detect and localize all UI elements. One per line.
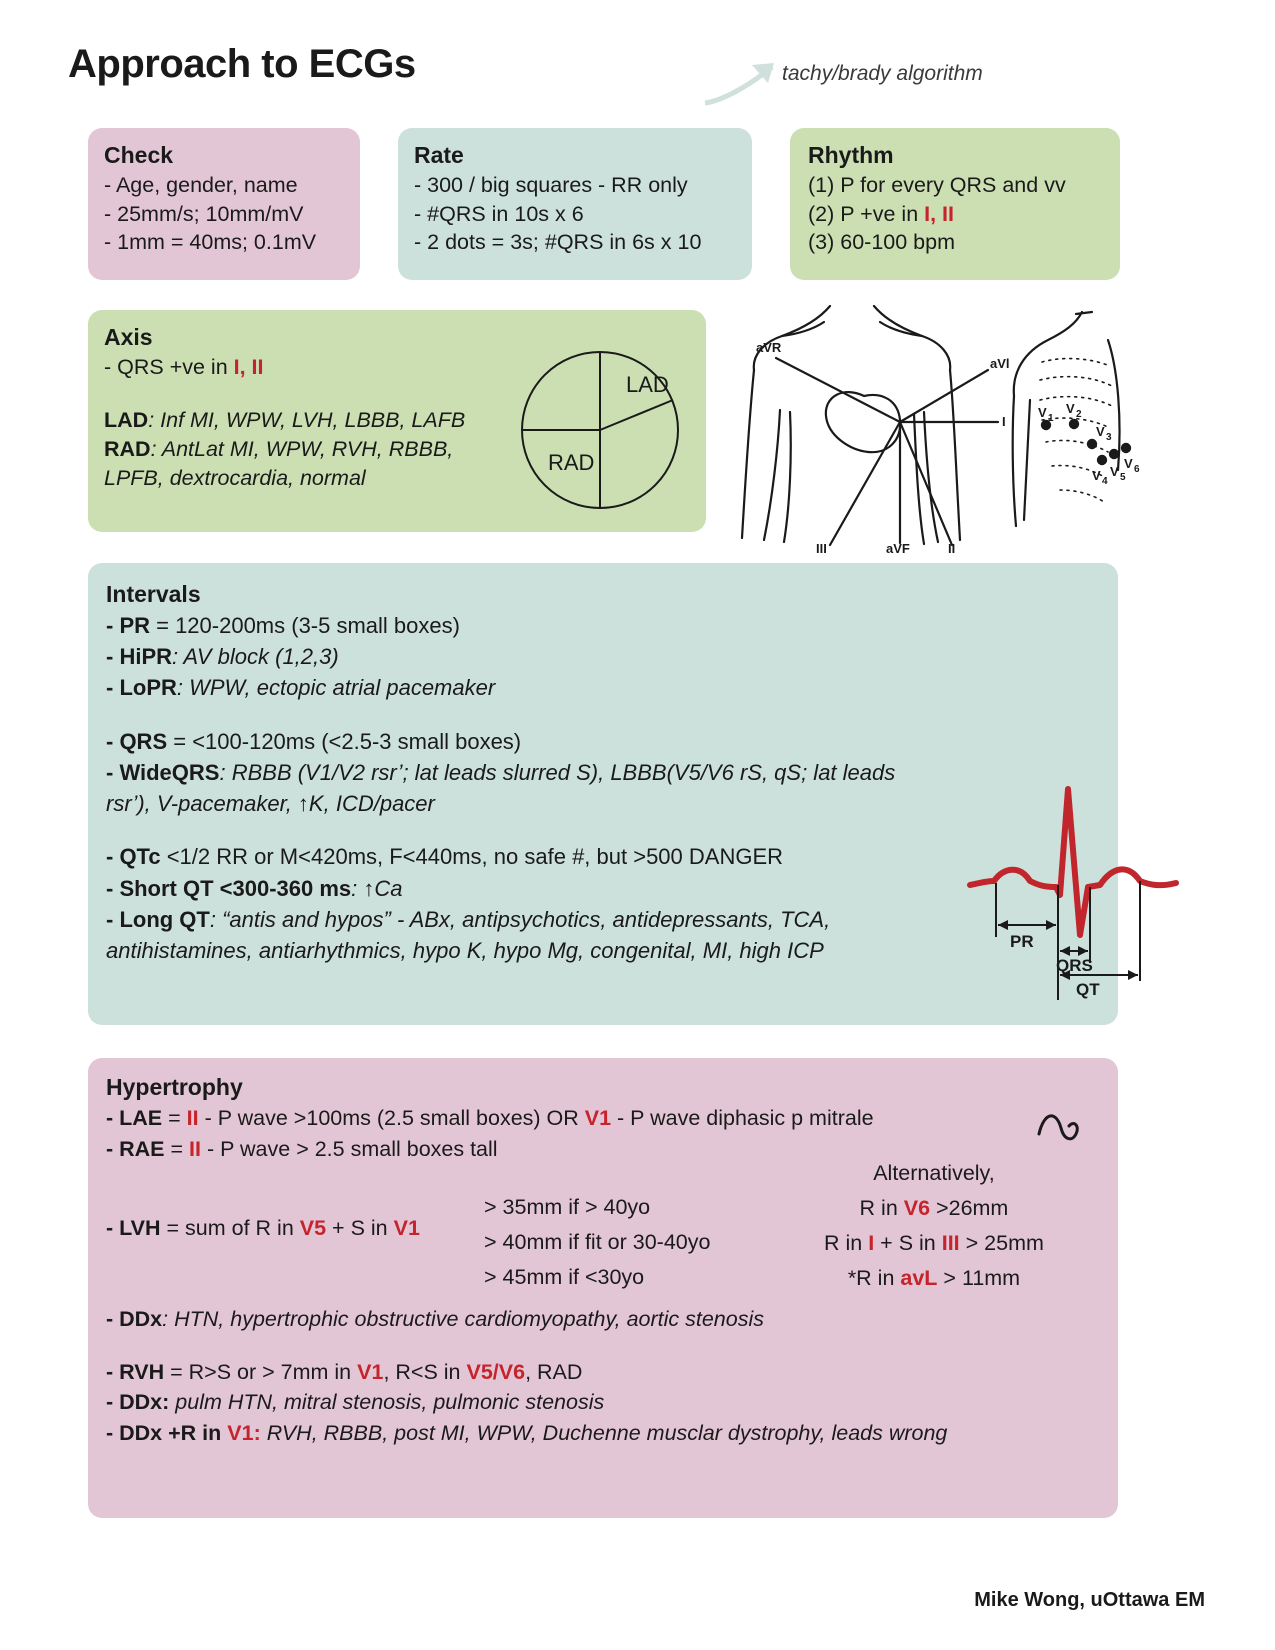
- interval-longqt: [106, 904, 906, 966]
- lvh-lead-v5: V5: [299, 1216, 327, 1241]
- rvh-label: - RVH: [106, 1359, 165, 1384]
- ddx-r-v1-label: - DDx +R in: [106, 1420, 228, 1445]
- electrode-v5: [1109, 449, 1119, 459]
- torso-label-avf: aVF: [886, 541, 910, 556]
- check-line-1: - Age, gender, name: [104, 173, 298, 197]
- interval-shortqt-label: - Short QT <300-360 ms: [106, 875, 352, 901]
- svg-text:1: 1: [1048, 413, 1054, 424]
- rate-line-2: - #QRS in 10s x 6: [414, 201, 584, 226]
- rhythm-line-2-prefix: (2) P +ve in: [808, 201, 925, 226]
- torso-label-avl: aVl: [990, 356, 1010, 371]
- lvh-lead-v1: V1: [393, 1216, 420, 1241]
- lvh-criterion-1: > 35mm if > 40yo: [484, 1195, 651, 1220]
- hyper-ddx-rvh: - DDx: pulm HTN, mitral stenosis, pulmonic stenosis: [106, 1390, 605, 1415]
- axis-lad-causes: : Inf MI, WPW, LVH, LBBB, LAFB: [148, 408, 466, 433]
- card-hypertrophy-title: Hypertrophy: [106, 1074, 243, 1100]
- rhythm-line-2: [808, 200, 1120, 229]
- card-rate: [398, 128, 752, 280]
- hyper-ddx-r-v1: - DDx +R in V1: RVH, RBBB, post MI, WPW, Duchenne musclar dystrophy, leads wrong: [106, 1420, 948, 1445]
- lae-lead2: V1: [584, 1106, 612, 1130]
- hyper-rae-line: - RAE = II - P wave > 2.5 small boxes tall: [106, 1136, 498, 1161]
- lvh-criteria-column: [484, 1190, 710, 1294]
- arrow-icon: [700, 55, 790, 105]
- rhythm-line-1: (1) P for every QRS and vv: [808, 173, 1066, 197]
- lvh-alt-2: R in I + S in III > 25mm: [824, 1230, 1044, 1255]
- axis-rad-causes: : AntLat MI, WPW, RVH, RBBB,: [150, 437, 454, 462]
- interval-lopr: [106, 672, 1118, 703]
- rhythm-line-3: (3) 60-100 bpm: [808, 230, 955, 255]
- interval-qtc: [106, 841, 1118, 872]
- interval-shortqt: [106, 873, 1118, 904]
- svg-text:2: 2: [1076, 409, 1082, 420]
- torso-label-v1: V: [1038, 405, 1047, 420]
- card-rate-title: Rate: [414, 142, 464, 168]
- rae-lead: II: [189, 1136, 201, 1161]
- check-line-2: - 25mm/s; 10mm/mV: [104, 201, 304, 226]
- rvh-lead-v1: V1: [357, 1359, 384, 1384]
- check-line-3: - 1mm = 40ms; 0.1mV: [104, 230, 317, 255]
- ecg-waveform-diagram: [968, 785, 1198, 1000]
- card-rhythm-title: Rhythm: [808, 142, 894, 168]
- interval-wideqrs: [106, 757, 906, 819]
- ddx-lvh-label: - DDx: [106, 1307, 163, 1332]
- interval-pr-label: - PR: [106, 613, 150, 638]
- card-axis: [88, 310, 706, 532]
- rvh-lead-v5v6: V5/V6: [466, 1359, 526, 1384]
- card-rhythm: [790, 128, 1120, 280]
- interval-qrs-label: - QRS: [106, 728, 168, 754]
- page-title: Approach to ECGs: [68, 42, 416, 86]
- lvh-label: - LVH: [106, 1216, 161, 1241]
- ecg-pr-label: PR: [1010, 932, 1034, 951]
- torso-label-ii: II: [948, 541, 956, 556]
- interval-wideqrs-label: - WideQRS: [106, 759, 220, 785]
- lvh-alt2-lead-iii: III: [941, 1230, 960, 1255]
- interval-longqt-label: - Long QT: [106, 906, 210, 932]
- card-axis-title: Axis: [104, 324, 153, 350]
- card-hypertrophy: [88, 1058, 1118, 1518]
- lvh-alt2-lead-i: I: [868, 1230, 875, 1255]
- torso-label-iii: III: [816, 541, 827, 556]
- electrode-v2: [1069, 419, 1079, 429]
- lvh-alt-heading: Alternatively,: [873, 1161, 995, 1186]
- lvh-alt1-lead: V6: [903, 1195, 931, 1220]
- axis-circle-diagram: [508, 342, 698, 517]
- axis-qrs-leads: I, II: [233, 355, 264, 379]
- electrode-v3: [1087, 439, 1097, 449]
- torso-label-i: I: [1002, 414, 1006, 429]
- torso-lead-diagram: [712, 300, 1140, 556]
- footer-credit: Mike Wong, uOttawa EM: [974, 1589, 1205, 1611]
- lvh-alt-1: R in V6 >26mm: [859, 1195, 1009, 1220]
- interval-hipr: [106, 641, 1118, 672]
- torso-label-avr: aVR: [756, 340, 782, 355]
- lvh-label-line: - LVH = sum of R in V5 + S in V1: [106, 1216, 420, 1241]
- torso-label-v6: V: [1124, 456, 1133, 471]
- lvh-alt3-lead: avL: [900, 1265, 938, 1290]
- hyper-lae-line: - LAE = II - P wave >100ms (2.5 small boxes) OR V1 - P wave diphasic p mitrale: [106, 1106, 874, 1130]
- svg-text:4: 4: [1102, 476, 1108, 487]
- interval-qtc-label: - QTc: [106, 844, 161, 870]
- ecg-qrs-label: QRS: [1056, 956, 1093, 975]
- lae-lead: II: [186, 1106, 199, 1130]
- axis-circle-lad-label: LAD: [626, 372, 669, 397]
- p-wave-diphasic-icon: [1036, 1104, 1092, 1148]
- lvh-alt-3: *R in avL > 11mm: [847, 1265, 1021, 1290]
- interval-hipr-label: - HiPR: [106, 644, 172, 670]
- axis-qrs-prefix: - QRS +ve in: [104, 355, 234, 379]
- svg-text:3: 3: [1106, 432, 1112, 443]
- rate-line-1: - 300 / big squares - RR only: [414, 173, 688, 197]
- rhythm-leads: I, II: [924, 201, 954, 226]
- interval-qrs: [106, 726, 1118, 757]
- axis-rad-causes-cont: LPFB, dextrocardia, normal: [104, 466, 366, 491]
- interval-lopr-value: : WPW, ectopic atrial pacemaker: [176, 675, 496, 701]
- hyper-ddx-lvh: - DDx: HTN, hypertrophic obstructive cardiomyopathy, aortic stenosis: [106, 1307, 764, 1332]
- torso-label-v2: V: [1066, 401, 1075, 416]
- torso-label-v3: V: [1096, 424, 1105, 439]
- algorithm-note: tachy/brady algorithm: [782, 62, 983, 85]
- rate-line-3: - 2 dots = 3s; #QRS in 6s x 10: [414, 230, 702, 255]
- axis-rad-label: RAD: [104, 437, 151, 462]
- torso-label-v4: V: [1092, 468, 1101, 483]
- electrode-v6: [1121, 443, 1131, 453]
- lvh-criterion-2: > 40mm if fit or 30-40yo: [484, 1229, 711, 1254]
- svg-text:5: 5: [1120, 472, 1126, 483]
- hyper-lvh-block: [106, 1161, 1118, 1290]
- electrode-v4: [1097, 455, 1107, 465]
- torso-label-v5: V: [1110, 464, 1119, 479]
- ddx-rvh-label: - DDx:: [106, 1390, 170, 1415]
- interval-shortqt-value: : ↑Ca: [351, 875, 403, 901]
- interval-wideqrs-value: : RBBB (V1/V2 rsr’; lat leads slurred S), LBBB(V5/V6 rS, qS; lat leads rsr’), V-pacemaker, ↑K, ICD/pacer: [106, 759, 896, 817]
- interval-qtc-value: <1/2 RR or M<420ms, F<440ms, no safe #, but >500 DANGER: [160, 844, 784, 870]
- interval-lopr-label: - LoPR: [106, 675, 177, 701]
- interval-pr: [106, 610, 1118, 641]
- ecg-qt-label: QT: [1076, 980, 1100, 999]
- axis-circle-rad-label: RAD: [548, 450, 595, 475]
- card-check: [88, 128, 360, 280]
- lvh-alternative-column: [824, 1156, 1044, 1295]
- interval-qrs-value: = <100-120ms (<2.5-3 small boxes): [167, 728, 522, 754]
- hyper-rvh: - RVH = R>S or > 7mm in V1, R<S in V5/V6, RAD: [106, 1359, 583, 1384]
- interval-longqt-value: : “antis and hypos” - ABx, antipsychotics, antidepressants, TCA, antihistamines, antiarhythmics, hypo K, hypo Mg, congenital, MI, high ICP: [106, 906, 831, 964]
- card-intervals: [88, 563, 1118, 1025]
- ddx-r-v1-lead: V1:: [227, 1420, 261, 1445]
- interval-hipr-value: : AV block (1,2,3): [172, 644, 339, 670]
- axis-lad-label: LAD: [104, 408, 149, 433]
- interval-pr-value: = 120-200ms (3-5 small boxes): [150, 613, 460, 638]
- card-intervals-title: Intervals: [106, 581, 201, 607]
- card-check-title: Check: [104, 142, 174, 168]
- lvh-criterion-3: > 45mm if <30yo: [484, 1264, 645, 1289]
- svg-text:6: 6: [1134, 464, 1140, 475]
- lae-label: - LAE: [106, 1106, 163, 1130]
- rae-label: - RAE: [106, 1136, 165, 1161]
